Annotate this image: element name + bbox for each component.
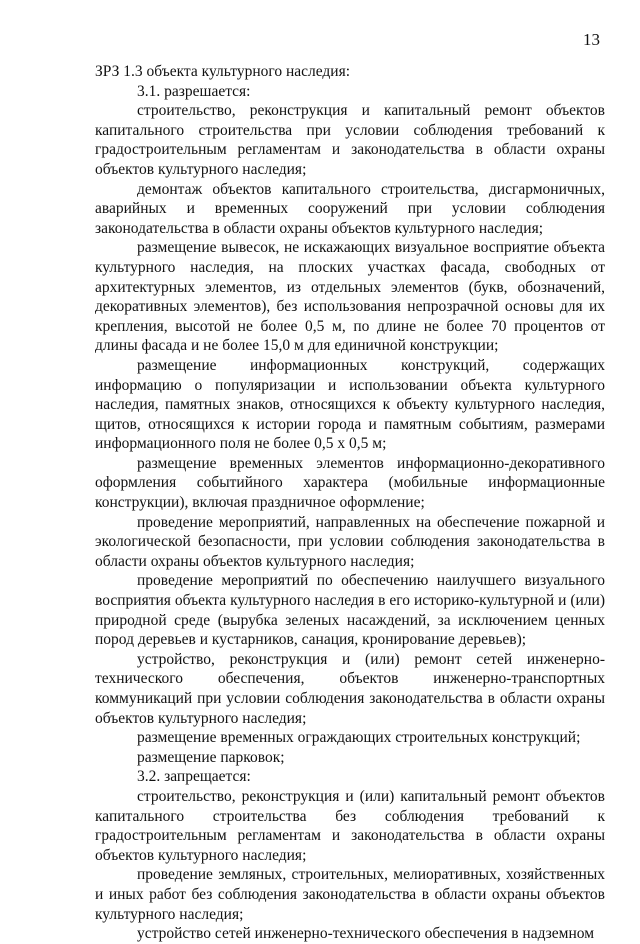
zone-heading: ЗРЗ 1.3 объекта культурного наследия: xyxy=(95,63,351,80)
allowed-item-7: проведение мероприятий по обеспечению наилучшего визуального восприятия объекта культурного наследия в его историко-культурной и (или) природной среде (вырубка зеленых насаждений, за исключением ценных пород деревьев и кустарников, санация, кронирование деревьев); xyxy=(95,572,605,649)
prohibited-item-2: проведение земляных, строительных, мелиоративных, хозяйственных и иных работ без соблюдения законодательства в области охраны объектов культурного наследия; xyxy=(95,866,605,923)
allowed-item-2: демонтаж объектов капитального строительства, дисгармоничных, аварийных и временных сооружений при условии соблюдения законодательства в области охраны объектов культурного наследия; xyxy=(95,180,605,237)
section-3-1-title: 3.1. разрешается: xyxy=(137,82,251,100)
page-number: 13 xyxy=(583,30,600,49)
allowed-item-1: строительство, реконструкция и капитальный ремонт объектов капитального строительства при условии соблюдения требований к градостроительным регламентам и законодательства в области охраны объектов культурного наследия; xyxy=(95,102,605,178)
allowed-item-4: размещение информационных конструкций, содержащих информацию о популяризации и использовании объекта культурного наследия, памятных знаков, относящихся к объекту культурного наследия, щитов, относящихся к истории города и памятным событиям, размерами информационного поля не более 0,5 х 0,5 м; xyxy=(95,356,605,453)
prohibited-item-3: устройство сетей инженерно-технического обеспечения в надземном xyxy=(137,925,595,943)
allowed-item-3: размещение вывесок, не искажающих визуальное восприятие объекта культурного наследия, на плоских участках фасада, свободных от архитектурных элементов, из отдельных элементов (букв, обозначений, декоративных элементов), без использования непрозрачной основы для их крепления, высотой не более 0,5 м, по длине не более 70 процентов от длины фасада и не более 15,0 м для единичной конструкции; xyxy=(95,239,605,355)
allowed-item-10: размещение парковок; xyxy=(137,748,285,766)
allowed-item-5: размещение временных элементов информационно-декоративного оформления событийного характера (мобильные информационные конструкции), включая праздничное оформление; xyxy=(95,454,605,512)
section-3-2-title: 3.2. запрещается: xyxy=(137,768,251,786)
allowed-item-9: размещение временных ограждающих строительных конструкций; xyxy=(137,729,581,747)
allowed-item-8: устройство, реконструкция и (или) ремонт сетей инженерно-технического обеспечения, объектов инженерно-транспортных коммуникаций при условии соблюдения законодательства в области охраны объектов культурного наследия; xyxy=(95,650,605,727)
document-body xyxy=(95,62,605,944)
prohibited-item-1: строительство, реконструкция и (или) капитальный ремонт объектов капитального строительства без соблюдения требований к градостроительным регламентам и законодательства в области охраны объектов культурного наследия; xyxy=(95,787,605,864)
allowed-item-6: проведение мероприятий, направленных на обеспечение пожарной и экологической безопасности, при условии соблюдения законодательства в области охраны объектов культурного наследия; xyxy=(95,513,605,570)
